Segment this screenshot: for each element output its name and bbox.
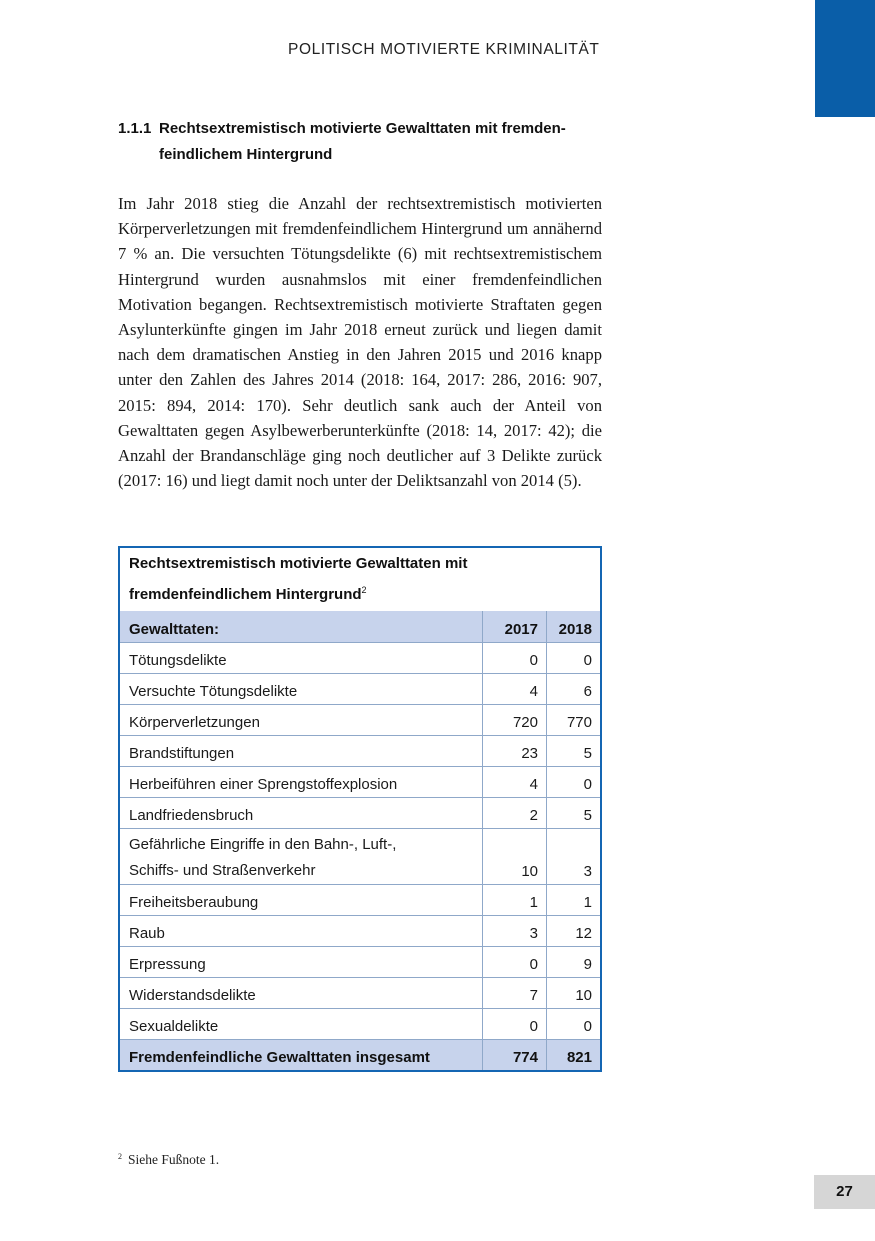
row-value-2018: 770 xyxy=(547,705,601,736)
row-label-line-1: Gefährliche Eingriffe in den Bahn-, Luft-, xyxy=(129,836,397,853)
total-value-2017: 774 xyxy=(483,1040,547,1071)
chapter-color-tab xyxy=(815,0,875,117)
table-title-text: Rechtsextremistisch motivierte Gewalttaten mit fremdenfeindlichem Hintergrund xyxy=(129,555,468,603)
body-paragraph: Im Jahr 2018 stieg die Anzahl der rechtsextremistisch motivierten Körperverletzungen mit fremdenfeindlichem Hintergrund um annähernd 7 % an. Die versuchten Tötungsdelikte (6) mit rechtsextremistischem Hintergrund wurden ausnahmslos mit einer fremdenfeindlichen Motivation begangen. Rechtsextremistisch motivierte Straftaten gegen Asylunterkünfte gingen im Jahr 2018 erneut zurück und liegen damit nach dem dramatischen Anstieg in den Jahren 2015 und 2016 knapp unter den Zahlen des Jahres 2014 (2018: 164, 2017: 286, 2016: 907, 2015: 894, 2014: 170). Sehr deutlich sank auch der Anteil von Gewalttaten gegen Asylbewerberunterkünfte (2018: 14, 2017: 42); die Anzahl der Brandanschläge ging noch deutlicher auf 3 Delikte zurück (2017: 16) und liegt damit noch unter der Deliktsanzahl von 2014 (5). xyxy=(118,194,602,491)
table-row xyxy=(120,829,600,885)
row-value-2018: 0 xyxy=(547,1009,601,1040)
row-value-2017: 4 xyxy=(483,674,547,705)
table-row xyxy=(120,885,600,916)
row-value-2018: 0 xyxy=(547,767,601,798)
footnote xyxy=(118,1152,219,1168)
row-value-2018: 3 xyxy=(547,829,601,885)
row-value-2017: 2 xyxy=(483,798,547,829)
table-title xyxy=(120,548,600,611)
table-row xyxy=(120,947,600,978)
row-value-2017: 0 xyxy=(483,643,547,674)
row-label: Erpressung xyxy=(120,947,483,978)
table-total-row xyxy=(120,1040,600,1071)
row-value-2017: 7 xyxy=(483,978,547,1009)
table-row xyxy=(120,978,600,1009)
row-value-2017: 1 xyxy=(483,885,547,916)
row-value-2018: 9 xyxy=(547,947,601,978)
row-label: Raub xyxy=(120,916,483,947)
table-title-footnote-ref: 2 xyxy=(361,585,367,595)
row-value-2017: 720 xyxy=(483,705,547,736)
section-heading xyxy=(118,116,608,168)
row-label xyxy=(120,829,483,885)
footnote-marker: 2 xyxy=(118,1152,122,1161)
row-value-2017: 3 xyxy=(483,916,547,947)
row-value-2018: 6 xyxy=(547,674,601,705)
table-header-row xyxy=(120,611,600,643)
table-row xyxy=(120,916,600,947)
row-label: Landfriedensbruch xyxy=(120,798,483,829)
row-label: Versuchte Tötungsdelikte xyxy=(120,674,483,705)
table-row xyxy=(120,643,600,674)
section-number: 1.1.1 xyxy=(118,120,152,137)
section-title: Rechtsextremistisch motivierte Gewalttaten mit fremdenfeindlichem Hintergrund xyxy=(159,120,566,163)
table-row xyxy=(120,674,600,705)
row-label: Herbeiführen einer Sprengstoffexplosion xyxy=(120,767,483,798)
page-number: 27 xyxy=(814,1175,875,1209)
total-value-2018: 821 xyxy=(547,1040,601,1071)
table-row xyxy=(120,798,600,829)
table-row xyxy=(120,705,600,736)
row-value-2018: 5 xyxy=(547,798,601,829)
table-row xyxy=(120,736,600,767)
row-value-2018: 5 xyxy=(547,736,601,767)
row-value-2018: 12 xyxy=(547,916,601,947)
row-label: Widerstandsdelikte xyxy=(120,978,483,1009)
row-value-2018: 1 xyxy=(547,885,601,916)
header-2017: 2017 xyxy=(483,611,547,643)
statistics-table xyxy=(118,546,602,1072)
row-value-2018: 10 xyxy=(547,978,601,1009)
row-label: Tötungsdelikte xyxy=(120,643,483,674)
table-row xyxy=(120,1009,600,1040)
header-2018: 2018 xyxy=(547,611,601,643)
table-row xyxy=(120,767,600,798)
row-label-line-2: Schiffs- und Straßenverkehr xyxy=(129,862,316,879)
total-label: Fremdenfeindliche Gewalttaten insgesamt xyxy=(120,1040,483,1071)
row-value-2017: 0 xyxy=(483,947,547,978)
row-value-2017: 4 xyxy=(483,767,547,798)
row-label: Sexualdelikte xyxy=(120,1009,483,1040)
row-value-2017: 23 xyxy=(483,736,547,767)
row-value-2018: 0 xyxy=(547,643,601,674)
footnote-text: Siehe Fußnote 1. xyxy=(128,1152,220,1167)
row-label: Körperverletzungen xyxy=(120,705,483,736)
header-label: Gewalttaten: xyxy=(120,611,483,643)
row-value-2017: 0 xyxy=(483,1009,547,1040)
table-grid xyxy=(120,611,600,1070)
running-header: POLITISCH MOTIVIERTE KRIMINALITÄT xyxy=(288,41,600,58)
row-label: Brandstiftungen xyxy=(120,736,483,767)
row-label: Freiheitsberaubung xyxy=(120,885,483,916)
row-value-2017: 10 xyxy=(483,829,547,885)
